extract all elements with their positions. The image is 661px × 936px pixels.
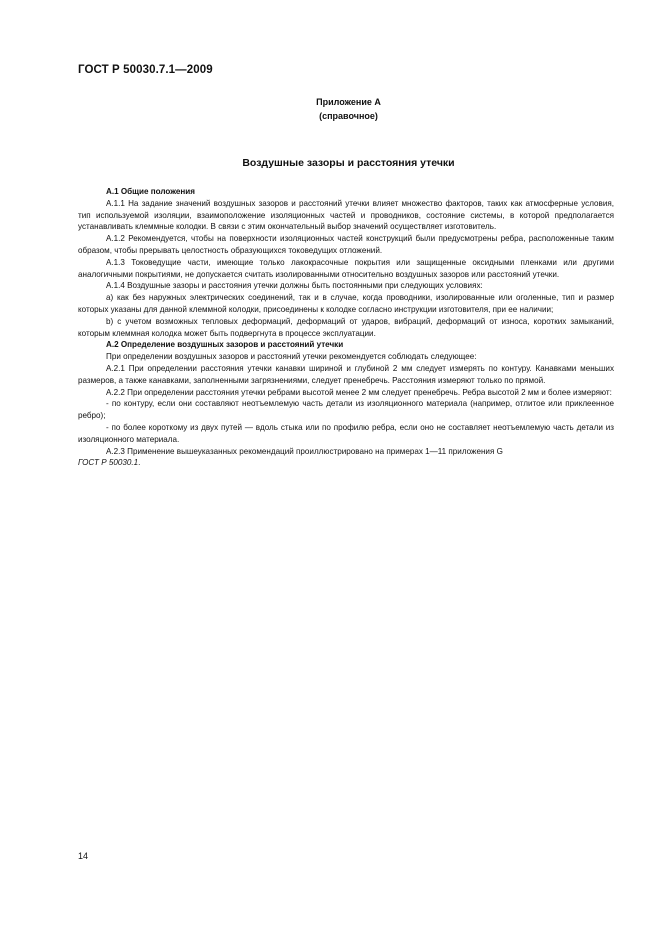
list-item-a: а) как без наружных электрических соединений, так и в случае, когда проводники, изолированные или оголенные, тип и размер которых указаны для данной клеммной колодки, присоединены к колодке согласно инструкции изготовителя, при ее наличии;	[78, 293, 614, 314]
paragraph-a2-2: А.2.2 При определении расстояния утечки ребрами высотой менее 2 мм следует пренебречь. Ребра высотой 2 мм и более измеряют:	[106, 387, 612, 397]
paragraph-a1-3: А.1.3 Токоведущие части, имеющие только лакокрасочные покрытия или защищенные оксидными пленками или другими аналогичными покрытиями, не допускается считать изолированными относительно воздушных зазоров или расстояний утечки.	[78, 257, 614, 279]
heading-a2: А.2 Определение воздушных зазоров и расстояний утечки	[106, 340, 344, 350]
list-item-b: b) с учетом возможных тепловых деформаций, деформаций от ударов, вибраций, деформаций от износа, коротких замыканий, которым клеммная колодка может быть подвергнута в процессе эксплуатации.	[78, 316, 614, 338]
annex-block	[0, 95, 661, 123]
page-number: 14	[78, 851, 89, 861]
dash-item-2: - по более короткому из двух путей — вдоль стыка или по профилю ребра, если оно не составляет неотъемлемую часть детали из изоляционного материала.	[78, 422, 614, 444]
paragraph-a2-intro: При определении воздушных зазоров и расстояний утечки рекомендуется соблюдать следующее:	[106, 352, 477, 362]
document-header: ГОСТ Р 50030.7.1—2009	[78, 64, 213, 76]
paragraph-a2-3-text: А.2.3 Применение вышеуказанных рекомендаций проиллюстрировано на примерах 1—11 приложения G	[106, 446, 503, 456]
annex-title: Приложение А	[316, 97, 381, 107]
paragraph-a1-2: А.1.2 Рекомендуется, чтобы на поверхности изоляционных частей конструкций были предусмотрены ребра, расположенные таким образом, чтобы прерывать целостность образующихся токоведущих отложений.	[78, 234, 614, 255]
standard-reference: ГОСТ Р 50030.1	[78, 458, 139, 468]
annex-subtitle: (справочное)	[319, 111, 378, 121]
paragraph-a1-4: А.1.4 Воздушные зазоры и расстояния утечки должны быть постоянными при следующих условиях:	[106, 281, 483, 291]
paragraph-a2-3: А.2.3 Применение вышеуказанных рекомендаций проиллюстрировано на примерах 1—11 приложения G ГОСТ Р 50030.1.	[78, 446, 503, 468]
heading-a1: А.1 Общие положения	[106, 187, 195, 196]
document-body	[78, 186, 614, 469]
dash-item-1: - по контуру, если они составляют неотъемлемую часть детали из изоляционного материала (например, отлитое или приклеенное ребро);	[78, 399, 614, 421]
paragraph-a1-1: А.1.1 На задание значений воздушных зазоров и расстояний утечки влияет множество факторов, таких как атмосферные условия, тип используемой изоляции, взаимоположение изоляционных частей и проводников, состояние системы, в которой предполагается устанавливать клеммные колодки. В связи с этим окончательный выбор значений осуществляет изготовитель.	[78, 198, 614, 232]
section-title: Воздушные зазоры и расстояния утечки	[242, 157, 455, 169]
paragraph-a2-1: А.2.1 При определении расстояния утечки канавки шириной и глубиной 2 мм следует измерять по контуру. Канавками меньших размеров, а также канавками, заполненными загрязнениями, следует пренебречь. Расстояния измеряют только по прямой.	[78, 363, 614, 385]
